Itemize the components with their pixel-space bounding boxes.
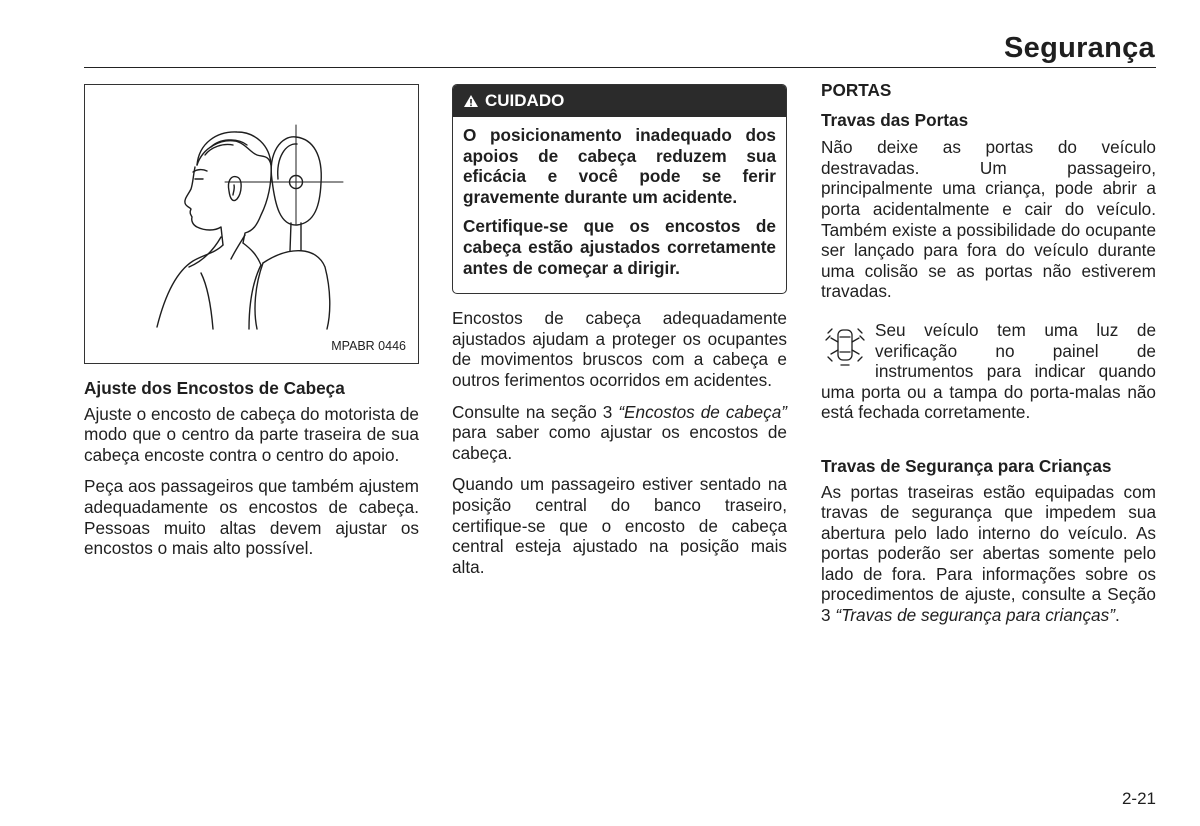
figure-code: MPABR 0446 bbox=[331, 339, 406, 354]
caution-box bbox=[452, 84, 787, 294]
reference-suffix: para saber como ajustar os encostos de cabeça. bbox=[452, 422, 787, 463]
left-column bbox=[84, 84, 419, 570]
person-headrest-drawing bbox=[85, 85, 418, 363]
caution-header bbox=[453, 85, 786, 117]
caution-body bbox=[453, 117, 786, 293]
warning-triangle-icon bbox=[463, 94, 479, 108]
doors-section-heading: PORTAS bbox=[821, 80, 892, 100]
page-section-title: Segurança bbox=[1004, 32, 1155, 64]
header-divider bbox=[84, 67, 1156, 68]
child-locks-reference: “Travas de segurança para crianças” bbox=[835, 605, 1115, 626]
caution-label: CUIDADO bbox=[485, 90, 565, 110]
headrest-adjust-paragraph-1: Ajuste o encosto de cabeça do motorista de modo que o centro da parte traseira de sua cabeça encoste contra o centro do apoio. bbox=[84, 403, 419, 465]
right-column bbox=[821, 80, 1156, 637]
headrest-illustration bbox=[84, 84, 419, 364]
door-ajar-warning-icon bbox=[821, 324, 869, 370]
headrest-benefit-paragraph: Encostos de cabeça adequadamente ajustados ajudam a proteger os ocupantes de movimentos bruscos com a cabeça e outros ferimentos ocorridos em acidentes. bbox=[452, 308, 787, 390]
caution-paragraph-2: Certifique-se que os encostos de cabeça estão ajustados corretamente antes de começar a dirigir. bbox=[463, 216, 776, 278]
child-locks-heading: Travas de Segurança para Crianças bbox=[821, 455, 1112, 476]
child-locks-paragraph bbox=[821, 482, 1156, 626]
headrest-adjust-heading: Ajuste dos Encostos de Cabeça bbox=[84, 378, 345, 398]
middle-column bbox=[452, 84, 787, 588]
page-number: 2-21 bbox=[1121, 789, 1156, 808]
child-locks-text: As portas traseiras estão equipadas com travas de segurança que impedem sua abertura pelo lado interno do veículo. As portas poderão ser abertas somente pelo lado de fora. Para informações sobre os procedimentos de ajuste, consulte a Seção 3 bbox=[821, 481, 1156, 626]
reference-title: “Encostos de cabeça” bbox=[618, 401, 787, 422]
headrest-adjust-paragraph-2: Peça aos passageiros que também ajustem adequadamente os encostos de cabeça. Pessoas muito altas devem ajustar os encostos o mais alto possível. bbox=[84, 476, 419, 559]
center-seat-paragraph: Quando um passageiro estiver sentado na posição central do banco traseiro, certifique-se que o encosto de cabeça central esteja ajustado na posição mais alta. bbox=[452, 474, 787, 577]
spacer bbox=[821, 434, 1156, 456]
headrest-reference-paragraph bbox=[452, 402, 787, 464]
caution-paragraph-1: O posicionamento inadequado dos apoios de cabeça reduzem sua eficácia e você pode se ferir gravemente durante um acidente. bbox=[463, 125, 776, 207]
door-locks-paragraph: Não deixe as portas do veículo destravadas. Um passageiro, principalmente uma criança, pode abrir a porta acidentalmente e cair do veículo. Também existe a possibilidade do ocupante ser lançado para fora do veículo durante uma colisão se as portas não estiverem travadas. bbox=[821, 137, 1156, 302]
door-warning-light-paragraph: Seu veículo tem uma luz de verificação no painel de instrumentos para indicar quando uma porta ou a tampa do porta-malas não está fechada corretamente. bbox=[821, 319, 1156, 423]
child-locks-suffix: . bbox=[1114, 605, 1120, 626]
door-locks-heading: Travas das Portas bbox=[821, 109, 969, 130]
reference-prefix: Consulte na seção 3 bbox=[452, 401, 619, 422]
door-warning-block bbox=[821, 320, 1156, 434]
